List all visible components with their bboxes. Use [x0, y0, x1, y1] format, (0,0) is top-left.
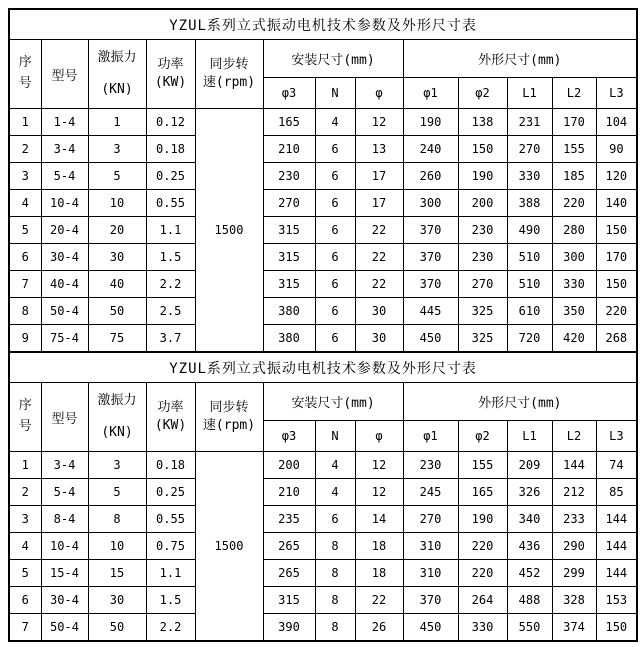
cell: 22	[355, 217, 403, 244]
cell: 3-4	[41, 136, 88, 163]
cell: 22	[355, 587, 403, 614]
cell: 8	[9, 298, 41, 325]
cell: 230	[458, 244, 507, 271]
table-row	[9, 109, 637, 136]
cell: 3.7	[146, 325, 195, 353]
col-group-install-dims: 安装尺寸(mm)	[263, 40, 403, 78]
cell: 170	[596, 244, 637, 271]
col-header-excitation-force	[88, 40, 146, 109]
cell: 264	[458, 587, 507, 614]
cell: 6	[9, 244, 41, 271]
cell: 85	[596, 479, 637, 506]
cell: 420	[552, 325, 596, 353]
cell: 3	[9, 506, 41, 533]
cell: 452	[507, 560, 552, 587]
cell: 300	[552, 244, 596, 271]
cell: 8-4	[41, 506, 88, 533]
cell: 26	[355, 614, 403, 642]
table-row	[9, 479, 637, 506]
cell: 370	[403, 271, 458, 298]
cell: 490	[507, 217, 552, 244]
cell: 6	[315, 271, 355, 298]
cell: 230	[263, 163, 315, 190]
cell: 233	[552, 506, 596, 533]
cell: 0.12	[146, 109, 195, 136]
table-row	[9, 587, 637, 614]
cell: 165	[458, 479, 507, 506]
cell: 390	[263, 614, 315, 642]
cell: 14	[355, 506, 403, 533]
cell: 210	[263, 479, 315, 506]
cell: 720	[507, 325, 552, 353]
table-title: YZUL系列立式振动电机技术参数及外形尺寸表	[9, 352, 637, 383]
cell: 12	[355, 479, 403, 506]
col-header-seq: 序 号	[9, 40, 41, 109]
cell: 185	[552, 163, 596, 190]
cell: 315	[263, 587, 315, 614]
cell: 315	[263, 217, 315, 244]
cell: 212	[552, 479, 596, 506]
cell: 0.25	[146, 479, 195, 506]
table-row	[9, 298, 637, 325]
cell: 1.5	[146, 587, 195, 614]
cell: 200	[263, 452, 315, 479]
cell: 280	[552, 217, 596, 244]
col-header-power	[146, 40, 195, 109]
cell: 8	[315, 533, 355, 560]
cell: 3	[88, 136, 146, 163]
cell: 315	[263, 244, 315, 271]
cell: 220	[458, 533, 507, 560]
table-row	[9, 452, 637, 479]
col-header-excitation-force	[88, 383, 146, 452]
cell: 8	[315, 587, 355, 614]
force-label: 激振力	[97, 50, 137, 66]
cell: 6	[9, 587, 41, 614]
cell: 153	[596, 587, 637, 614]
cell: 50	[88, 614, 146, 642]
cell: 12	[355, 452, 403, 479]
title-row	[9, 9, 637, 40]
table-row	[9, 244, 637, 271]
cell: 350	[552, 298, 596, 325]
force-unit: (KN)	[101, 425, 133, 440]
cell: 18	[355, 533, 403, 560]
col-header-phi: φ	[355, 78, 403, 109]
cell: 374	[552, 614, 596, 642]
cell: 209	[507, 452, 552, 479]
cell: 50	[88, 298, 146, 325]
cell: 388	[507, 190, 552, 217]
speed-label: 同步转	[209, 399, 249, 415]
col-header-l3: L3	[596, 78, 637, 109]
cell: 265	[263, 560, 315, 587]
table-row	[9, 506, 637, 533]
cell: 1.1	[146, 217, 195, 244]
cell: 4	[9, 533, 41, 560]
col-header-n: N	[315, 78, 355, 109]
col-header-phi1: φ1	[403, 78, 458, 109]
cell: 40	[88, 271, 146, 298]
force-label: 激振力	[97, 393, 137, 409]
title-row	[9, 352, 637, 383]
cell: 8	[315, 560, 355, 587]
cell: 310	[403, 560, 458, 587]
col-header-phi3: φ3	[263, 421, 315, 452]
cell: 6	[315, 506, 355, 533]
cell: 326	[507, 479, 552, 506]
cell: 90	[596, 136, 637, 163]
cell: 190	[458, 163, 507, 190]
cell: 40-4	[41, 271, 88, 298]
cell: 245	[403, 479, 458, 506]
col-header-l2: L2	[552, 78, 596, 109]
cell: 265	[263, 533, 315, 560]
cell: 1	[88, 109, 146, 136]
cell: 104	[596, 109, 637, 136]
cell: 155	[458, 452, 507, 479]
col-header-phi2: φ2	[458, 78, 507, 109]
cell: 155	[552, 136, 596, 163]
cell: 330	[507, 163, 552, 190]
cell: 2.5	[146, 298, 195, 325]
cell: 270	[507, 136, 552, 163]
table-row	[9, 163, 637, 190]
cell: 268	[596, 325, 637, 353]
cell: 8	[315, 614, 355, 642]
cell: 150	[596, 271, 637, 298]
cell: 120	[596, 163, 637, 190]
cell: 230	[458, 217, 507, 244]
cell: 0.18	[146, 452, 195, 479]
cell: 30-4	[41, 244, 88, 271]
cell: 5-4	[41, 163, 88, 190]
cell: 220	[596, 298, 637, 325]
cell: 10	[88, 190, 146, 217]
cell: 30	[355, 298, 403, 325]
cell: 210	[263, 136, 315, 163]
cell: 220	[552, 190, 596, 217]
col-group-install-dims: 安装尺寸(mm)	[263, 383, 403, 421]
cell: 445	[403, 298, 458, 325]
spec-table-1	[8, 8, 638, 353]
cell: 235	[263, 506, 315, 533]
col-header-phi3: φ3	[263, 78, 315, 109]
table-row	[9, 271, 637, 298]
cell: 4	[315, 479, 355, 506]
cell: 6	[315, 298, 355, 325]
cell: 300	[403, 190, 458, 217]
cell: 5	[88, 479, 146, 506]
table-row	[9, 136, 637, 163]
cell: 22	[355, 271, 403, 298]
cell: 0.75	[146, 533, 195, 560]
col-header-sync-speed	[195, 383, 263, 452]
cell: 370	[403, 217, 458, 244]
cell: 144	[596, 506, 637, 533]
cell: 30-4	[41, 587, 88, 614]
col-header-model: 型号	[41, 40, 88, 109]
cell: 270	[458, 271, 507, 298]
col-header-l3: L3	[596, 421, 637, 452]
col-header-seq: 序 号	[9, 383, 41, 452]
col-header-l1: L1	[507, 421, 552, 452]
col-header-phi: φ	[355, 421, 403, 452]
cell: 13	[355, 136, 403, 163]
cell: 138	[458, 109, 507, 136]
cell: 12	[355, 109, 403, 136]
cell: 150	[596, 217, 637, 244]
cell: 231	[507, 109, 552, 136]
cell: 370	[403, 244, 458, 271]
force-unit: (KN)	[101, 82, 133, 97]
cell: 2.2	[146, 614, 195, 642]
cell: 17	[355, 163, 403, 190]
cell: 6	[315, 244, 355, 271]
sync-speed-cell: 1500	[195, 109, 263, 353]
cell: 510	[507, 244, 552, 271]
table-body	[9, 452, 637, 642]
cell: 0.18	[146, 136, 195, 163]
cell: 1-4	[41, 109, 88, 136]
cell: 140	[596, 190, 637, 217]
cell: 30	[88, 244, 146, 271]
cell: 17	[355, 190, 403, 217]
cell: 5-4	[41, 479, 88, 506]
header-group-row	[9, 383, 637, 421]
cell: 260	[403, 163, 458, 190]
table-row	[9, 533, 637, 560]
cell: 340	[507, 506, 552, 533]
cell: 150	[458, 136, 507, 163]
table-body	[9, 109, 637, 353]
cell: 30	[355, 325, 403, 353]
cell: 6	[315, 136, 355, 163]
col-header-model: 型号	[41, 383, 88, 452]
cell: 6	[315, 163, 355, 190]
table-row	[9, 217, 637, 244]
cell: 330	[458, 614, 507, 642]
cell: 50-4	[41, 298, 88, 325]
cell: 10-4	[41, 533, 88, 560]
cell: 15	[88, 560, 146, 587]
cell: 0.55	[146, 190, 195, 217]
col-header-power	[146, 383, 195, 452]
header-group-row	[9, 40, 637, 78]
cell: 75	[88, 325, 146, 353]
cell: 10	[88, 533, 146, 560]
cell: 7	[9, 271, 41, 298]
speed-unit: 速(rpm)	[202, 75, 256, 90]
cell: 8	[88, 506, 146, 533]
table-row	[9, 560, 637, 587]
cell: 3	[9, 163, 41, 190]
cell: 610	[507, 298, 552, 325]
cell: 4	[315, 109, 355, 136]
cell: 74	[596, 452, 637, 479]
cell: 0.25	[146, 163, 195, 190]
table-row	[9, 325, 637, 353]
cell: 1	[9, 109, 41, 136]
col-header-n: N	[315, 421, 355, 452]
cell: 290	[552, 533, 596, 560]
col-header-l1: L1	[507, 78, 552, 109]
cell: 1	[9, 452, 41, 479]
cell: 190	[403, 109, 458, 136]
spec-table-2	[8, 351, 638, 642]
cell: 75-4	[41, 325, 88, 353]
cell: 20	[88, 217, 146, 244]
cell: 22	[355, 244, 403, 271]
cell: 450	[403, 614, 458, 642]
cell: 325	[458, 298, 507, 325]
cell: 3-4	[41, 452, 88, 479]
cell: 550	[507, 614, 552, 642]
cell: 200	[458, 190, 507, 217]
cell: 144	[552, 452, 596, 479]
cell: 1.1	[146, 560, 195, 587]
cell: 325	[458, 325, 507, 353]
cell: 18	[355, 560, 403, 587]
col-header-l2: L2	[552, 421, 596, 452]
cell: 2	[9, 479, 41, 506]
cell: 0.55	[146, 506, 195, 533]
cell: 5	[9, 560, 41, 587]
cell: 488	[507, 587, 552, 614]
cell: 330	[552, 271, 596, 298]
cell: 270	[263, 190, 315, 217]
cell: 5	[88, 163, 146, 190]
cell: 380	[263, 325, 315, 353]
power-unit: (KW)	[154, 418, 187, 433]
cell: 450	[403, 325, 458, 353]
cell: 144	[596, 533, 637, 560]
col-header-sync-speed	[195, 40, 263, 109]
col-header-phi1: φ1	[403, 421, 458, 452]
cell: 299	[552, 560, 596, 587]
table-row	[9, 190, 637, 217]
cell: 436	[507, 533, 552, 560]
cell: 240	[403, 136, 458, 163]
cell: 50-4	[41, 614, 88, 642]
cell: 220	[458, 560, 507, 587]
cell: 380	[263, 298, 315, 325]
cell: 370	[403, 587, 458, 614]
col-group-outline-dims: 外形尺寸(mm)	[403, 383, 637, 421]
cell: 4	[9, 190, 41, 217]
power-label: 功率	[157, 399, 184, 415]
table-title: YZUL系列立式振动电机技术参数及外形尺寸表	[9, 9, 637, 40]
cell: 5	[9, 217, 41, 244]
power-label: 功率	[157, 56, 184, 72]
cell: 6	[315, 325, 355, 353]
cell: 165	[263, 109, 315, 136]
cell: 6	[315, 217, 355, 244]
cell: 30	[88, 587, 146, 614]
table-row	[9, 614, 637, 642]
cell: 1.5	[146, 244, 195, 271]
sync-speed-cell: 1500	[195, 452, 263, 642]
cell: 150	[596, 614, 637, 642]
col-header-phi2: φ2	[458, 421, 507, 452]
cell: 328	[552, 587, 596, 614]
cell: 20-4	[41, 217, 88, 244]
cell: 510	[507, 271, 552, 298]
cell: 4	[315, 452, 355, 479]
speed-unit: 速(rpm)	[202, 418, 256, 433]
power-unit: (KW)	[154, 75, 187, 90]
speed-label: 同步转	[209, 56, 249, 72]
cell: 2	[9, 136, 41, 163]
cell: 15-4	[41, 560, 88, 587]
cell: 2.2	[146, 271, 195, 298]
cell: 6	[315, 190, 355, 217]
cell: 310	[403, 533, 458, 560]
cell: 3	[88, 452, 146, 479]
cell: 144	[596, 560, 637, 587]
cell: 315	[263, 271, 315, 298]
cell: 170	[552, 109, 596, 136]
cell: 190	[458, 506, 507, 533]
col-group-outline-dims: 外形尺寸(mm)	[403, 40, 637, 78]
cell: 230	[403, 452, 458, 479]
cell: 10-4	[41, 190, 88, 217]
cell: 9	[9, 325, 41, 353]
cell: 7	[9, 614, 41, 642]
cell: 270	[403, 506, 458, 533]
